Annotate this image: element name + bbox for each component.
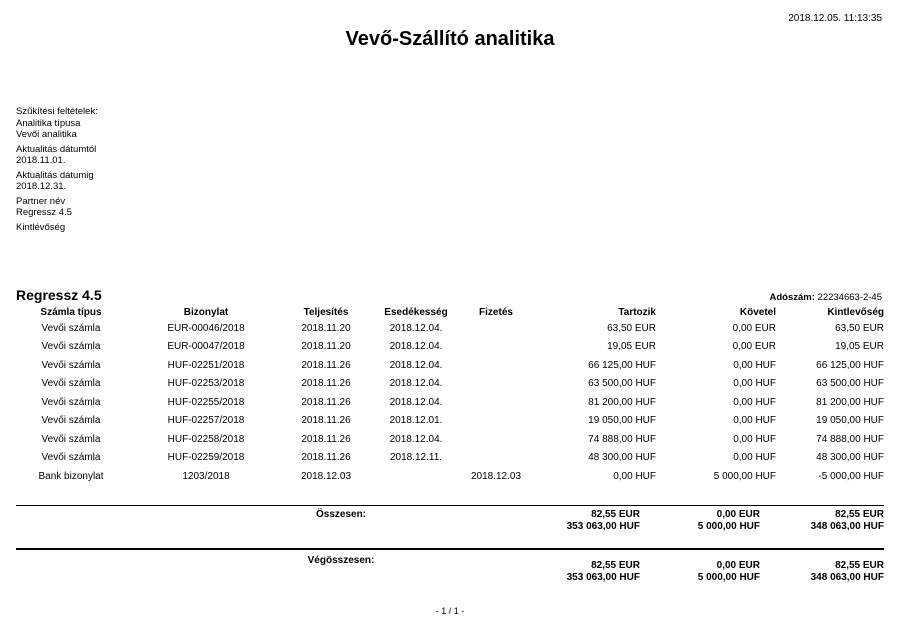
subtotal-value: 5 000,00 HUF [697,520,760,532]
filter-heading: Szűkítési feltételek: [16,106,98,117]
table-cell [466,356,526,375]
tax-id [770,292,883,303]
table-cell: 5 000,00 HUF [713,470,776,482]
table-body [16,319,884,486]
table-row [16,430,884,449]
grandtotal-value: 82,55 EUR [835,560,884,571]
filter-conditions [16,106,98,233]
table-cell: 0,00 EUR [732,341,776,353]
grandtotal-value: 5 000,00 HUF [697,571,760,583]
filter-value: Regressz 4.5 [16,207,72,218]
column-header: Számla típus [40,306,102,318]
subtotal-tartozik [510,509,640,532]
table-cell: 1203/2018 [182,470,230,482]
report-timestamp: 2018.12.05. 11:13:35 [788,13,882,24]
table-row [16,412,884,431]
table-cell: 63,50 EUR [607,322,656,334]
grandtotal-value: 348 063,00 HUF [810,571,884,583]
table-cell: 2018.12.04. [389,322,443,334]
table-row [16,467,884,486]
table-cell [366,467,466,486]
table-cell: 19 050,00 HUF [588,415,656,427]
subtotal-value: 82,55 EUR [591,509,640,520]
table-cell: 19 050,00 HUF [816,415,884,427]
filter-label: Analitika típusa [16,117,81,129]
table-cell: 19,05 EUR [607,341,656,353]
analytics-table [16,305,884,486]
table-row [16,338,884,357]
filter-value: Vevői analitika [16,129,77,140]
filter-value: 2018.12.31. [16,181,67,192]
table-cell: Vevői számla [41,322,101,334]
table-cell: HUF-02257/2018 [167,415,245,427]
table-cell: 48 300,00 HUF [588,452,656,464]
table-cell: 0,00 HUF [733,415,776,427]
table-cell: 2018.11.26 [301,433,351,445]
table-cell: 74 888,00 HUF [588,433,656,445]
table-cell: HUF-02251/2018 [167,359,245,371]
table-cell: HUF-02259/2018 [167,452,245,464]
table-row [16,375,884,394]
filter-extra: Kintlévőség [16,221,66,233]
table-cell [466,430,526,449]
table-cell: EUR-00047/2018 [167,341,245,353]
table-cell: Vevői számla [41,433,101,445]
grandtotal-label: Végösszesen: [307,555,375,566]
grandtotal-tartozik [510,560,640,583]
subtotal-value: 82,55 EUR [835,509,884,520]
table-cell: 81 200,00 HUF [588,396,656,408]
column-header: Tartozik [618,306,656,318]
table-cell: HUF-02255/2018 [167,396,245,408]
table-cell: 2018.11.26 [301,396,351,408]
table-cell: 2018.11.26 [301,452,351,464]
table-cell: 66 125,00 HUF [588,359,656,371]
table-cell: 48 300,00 HUF [816,452,884,464]
table-cell: 2018.12.04. [389,396,443,408]
table-cell: 81 200,00 HUF [816,396,884,408]
table-cell: 2018.12.04. [389,359,443,371]
table-cell: 2018.12.03 [300,470,352,482]
table-cell: EUR-00046/2018 [167,322,245,334]
table-cell: 2018.12.03 [470,470,522,482]
table-cell: 2018.11.20 [301,341,351,353]
grandtotal-divider [16,548,884,550]
table-cell [466,375,526,394]
table-cell: 0,00 HUF [733,433,776,445]
table-cell: 63 500,00 HUF [588,378,656,390]
tax-id-value: 22234663-2-45 [817,292,882,303]
table-cell: 2018.12.01. [389,415,443,427]
table-cell: Bank bizonylat [38,470,104,482]
grandtotal-kintlevoseg [760,560,884,583]
subtotal-kintlevoseg [760,509,884,532]
table-cell: 0,00 EUR [732,322,776,334]
table-cell: 2018.11.20 [301,322,351,334]
subtotal-value: 0,00 EUR [716,509,760,520]
table-row [16,356,884,375]
grandtotal-value: 0,00 EUR [716,560,760,571]
subtotal-label: Összesen: [315,509,367,520]
column-header: Esedékesség [384,306,448,318]
filter-label: Partner név [16,195,66,207]
subtotal-kovetel [640,509,760,532]
table-cell: 0,00 HUF [733,359,776,371]
table-cell: 2018.12.11. [389,452,443,464]
table-cell: HUF-02253/2018 [167,378,245,390]
table-cell: 66 125,00 HUF [816,359,884,371]
filter-label: Aktualitás dátumtól [16,143,97,155]
subtotal-value: 348 063,00 HUF [810,520,884,532]
table-cell [466,412,526,431]
table-row [16,393,884,412]
table-cell: 0,00 HUF [733,396,776,408]
table-cell: 63 500,00 HUF [816,378,884,390]
table-cell: -5 000,00 HUF [818,470,884,482]
table-cell: 0,00 HUF [613,470,656,482]
table-cell: Vevői számla [41,341,101,353]
table-cell: 0,00 HUF [733,452,776,464]
table-cell [466,393,526,412]
table-cell: HUF-02258/2018 [167,433,245,445]
table-cell [466,319,526,338]
column-header: Bizonylat [183,306,229,318]
table-cell: 19,05 EUR [835,341,884,353]
table-cell [466,449,526,468]
table-cell: Vevői számla [41,396,101,408]
tax-id-label: Adószám: [769,292,815,303]
grandtotal-value: 82,55 EUR [591,560,640,571]
table-header-row [16,305,884,319]
subtotal-divider [16,505,884,506]
column-header: Teljesítés [303,306,349,318]
table-cell: 2018.12.04. [389,378,443,390]
report-title: Vevő-Szállító analitika [345,28,555,50]
table-cell: 0,00 HUF [733,378,776,390]
table-cell: Vevői számla [41,378,101,390]
table-cell [466,338,526,357]
table-cell: Vevői számla [41,415,101,427]
table-cell: 74 888,00 HUF [816,433,884,445]
table-cell: 2018.11.26 [301,378,351,390]
table-cell: 2018.11.26 [301,415,351,427]
column-header: Kintlevőség [827,306,884,318]
table-cell: 2018.11.26 [301,359,351,371]
column-header: Fizetés [479,306,513,318]
partner-name: Regressz 4.5 [16,287,102,303]
table-row [16,319,884,338]
filter-value: 2018.11.01. [16,155,66,166]
table-cell: Vevői számla [41,359,101,371]
table-cell: 2018.12.04. [389,341,443,353]
page-indicator: - 1 / 1 - [435,606,465,616]
subtotal-value: 353 063,00 HUF [566,520,640,532]
table-cell: Vevői számla [41,452,101,464]
grandtotal-value: 353 063,00 HUF [566,571,640,583]
filter-label: Aktualitás dátumig [16,169,94,181]
table-cell: 2018.12.04. [389,433,443,445]
table-cell: 63,50 EUR [835,322,884,334]
column-header: Követel [739,306,776,318]
table-row [16,449,884,468]
grandtotal-kovetel [640,560,760,583]
